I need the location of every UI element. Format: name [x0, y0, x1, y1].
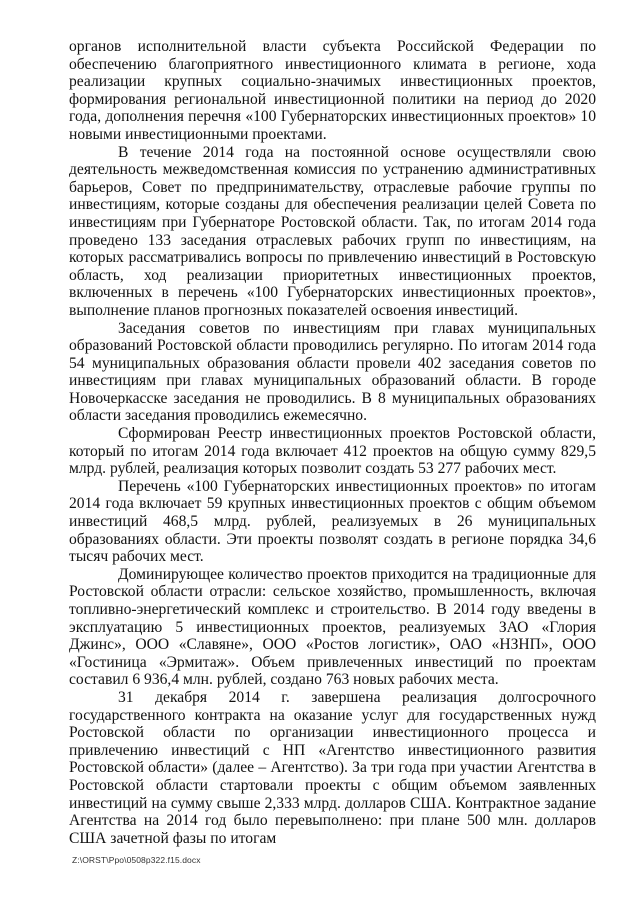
file-path-footer: Z:\ORST\Ppo\0508p322.f15.docx	[72, 855, 201, 865]
paragraph-3: Заседания советов по инвестициям при главах муниципальных образований Ростовской области проводились регулярно. По итогам 2014 года 54 муниципальных образования области провели 402 заседания советов по инвестициям при главах муниципальных образований области. В городе Новочеркасске заседания не проводились. В 8 муниципальных образованиях области заседания проводились ежемесячно.	[69, 319, 596, 425]
paragraph-1: органов исполнительной власти субъекта Российской Федерации по обеспечению благоприятного инвестиционного климата в регионе, хода реализации крупных социально-значимых инвестиционных проектов, формирования региональной инвестиционной политики на период до 2020 года, дополнения перечня «100 Губернаторских инвестиционных проектов» 10 новыми инвестиционными проектами.	[69, 38, 596, 143]
paragraph-4: Сформирован Реестр инвестиционных проектов Ростовской области, который по итогам 2014 года включает 412 проектов на общую сумму 829,5 млрд. рублей, реализация которых позволит создать 53 277 рабочих мест.	[69, 425, 596, 478]
paragraph-6: Доминирующее количество проектов приходится на традиционные для Ростовской области отрасли: сельское хозяйство, промышленность, включая топливно-энергетический комплекс и строительство. В 2014 году введены в эксплуатацию 5 инвестиционных проектов, реализуемых ЗАО «Глория Джинс», ООО «Славяне», ООО «Ростов логистик», ОАО «НЗНП», ООО «Гостиница «Эрмитаж». Объем привлеченных инвестиций по проектам составил 6 936,4 млн. рублей, создано 763 новых рабочих места.	[69, 565, 596, 689]
paragraph-2: В течение 2014 года на постоянной основе осуществляли свою деятельность межведомственная комиссия по устранению административных барьеров, Совет по предпринимательству, отраслевые рабочие группы по инвестициям, которые созданы для обеспечения реализации целей Совета по инвестициям при Губернаторе Ростовской области. Так, по итогам 2014 года проведено 133 заседания отраслевых рабочих групп по инвестициям, на которых рассматривались вопросы по привлечению инвестиций в Ростовскую область, ход реализации приоритетных инвестиционных проектов, включенных в перечень «100 Губернаторских инвестиционных проектов», выполнение планов прогнозных показателей освоения инвестиций.	[69, 143, 596, 319]
document-body	[69, 38, 596, 847]
paragraph-5: Перечень «100 Губернаторских инвестиционных проектов» по итогам 2014 года включает 59 крупных инвестиционных проектов с общим объемом инвестиций 468,5 млрд. рублей, реализуемых в 26 муниципальных образованиях области. Эти проекты позволят создать в регионе порядка 34,6 тысяч рабочих мест.	[69, 477, 596, 566]
paragraph-7: 31 декабря 2014 г. завершена реализация долгосрочного государственного контракта на оказание услуг для государственных нужд Ростовской области по организации инвестиционного процесса и привлечению инвестиций с НП «Агентство инвестиционного развития Ростовской области» (далее – Агентство). За три года при участии Агентства в Ростовской области стартовали проекты с общим объемом заявленных инвестиций на сумму свыше 2,333 млрд. долларов США. Контрактное задание Агентства на 2014 год было перевыполнено: при плане 500 млн. долларов США зачетной фазы по итогам	[69, 688, 596, 847]
